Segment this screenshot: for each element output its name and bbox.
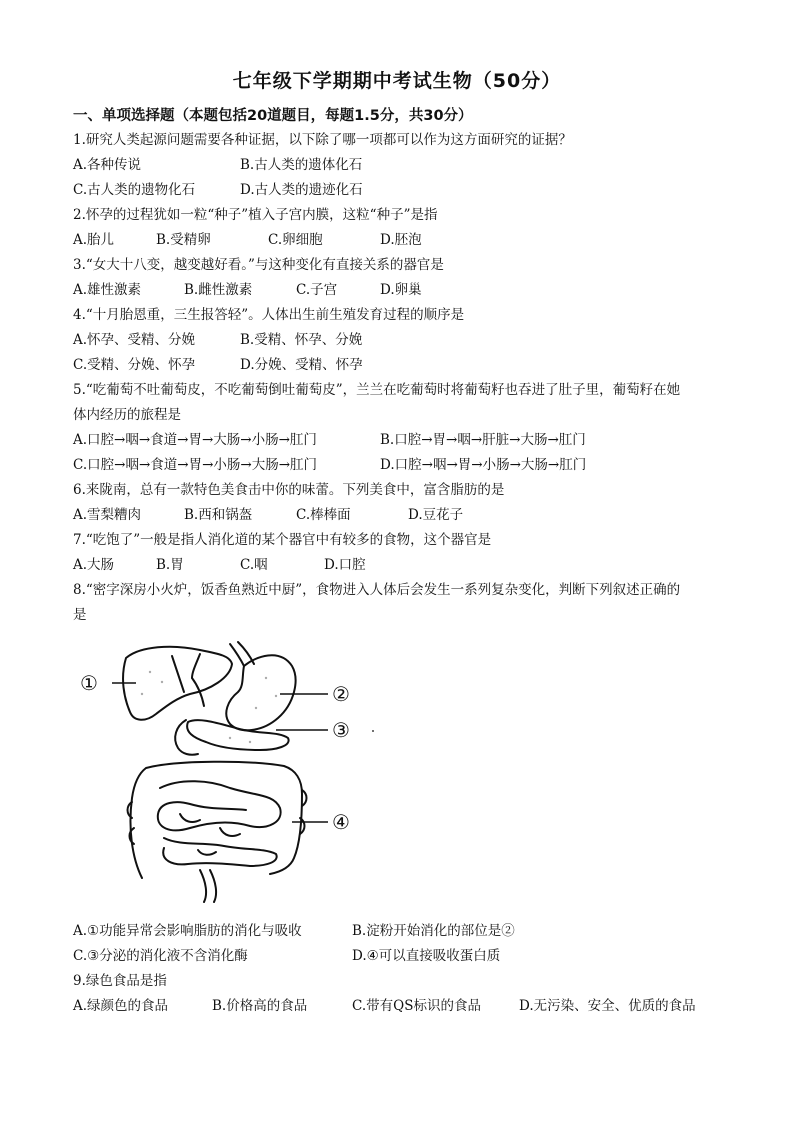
q3-option-d: D.卵巢 (380, 282, 422, 298)
section-heading: 一、单项选择题（本题包括20道题目，每题1.5分，共30分） (73, 108, 473, 124)
q7-option-c: C.咽 (240, 557, 268, 573)
q2-option-d: D.胚泡 (380, 232, 422, 248)
q4-option-a: A.怀孕、受精、分娩 (73, 332, 196, 348)
q6-option-b: B.西和锅盔 (184, 507, 253, 523)
q1-option-c: C.古人类的遗物化石 (73, 182, 196, 198)
q9-option-c: C.带有QS标识的食品 (352, 998, 481, 1014)
q7-option-a: A.大肠 (73, 557, 115, 573)
q2-option-b: B.受精卵 (156, 232, 211, 248)
q5-option-a: A.口腔→咽→食道→胃→大肠→小肠→肛门 (73, 432, 317, 448)
stomach-shape (226, 655, 295, 730)
q8-option-d: D.④可以直接吸收蛋白质 (352, 948, 501, 964)
q7-option-b: B.胃 (156, 557, 184, 573)
question-5-stem-line-2: 体内经历的旅程是 (73, 407, 181, 423)
question-8-stem-line-2: 是 (73, 607, 87, 623)
question-7-stem: 7.“吃饱了”一般是指人消化道的某个器官中有较多的食物，这个器官是 (73, 532, 492, 548)
question-9-stem: 9.绿色食品是指 (73, 973, 167, 989)
q4-option-b: B.受精、怀孕、分娩 (240, 332, 363, 348)
question-6-stem: 6.来陇南，总有一款特色美食击中你的味蕾。下列美食中，富含脂肪的是 (73, 482, 505, 498)
q5-option-d: D.口腔→咽→胃→小肠→大肠→肛门 (380, 457, 587, 473)
q8-option-c: C.③分泌的消化液不含消化酶 (73, 948, 248, 964)
stray-dot (372, 730, 374, 732)
q6-option-d: D.豆花子 (408, 507, 464, 523)
q6-option-c: C.棒棒面 (296, 507, 351, 523)
q9-option-b: B.价格高的食品 (212, 998, 308, 1014)
q7-option-d: D.口腔 (324, 557, 366, 573)
liver-shape (123, 647, 232, 720)
q8-option-a: A.①功能异常会影响脂肪的消化与吸收 (73, 923, 302, 939)
digestive-system-diagram (80, 638, 380, 906)
q4-option-d: D.分娩、受精、怀孕 (240, 357, 363, 373)
question-4-stem: 4.“十月胎恩重，三生报答轻”。人体出生前生殖发育过程的顺序是 (73, 307, 465, 323)
q5-option-c: C.口腔→咽→食道→胃→小肠→大肠→肛门 (73, 457, 318, 473)
large-intestine-shape (130, 762, 302, 878)
q3-option-a: A.雄性激素 (73, 282, 142, 298)
q2-option-c: C.卵细胞 (268, 232, 323, 248)
q2-option-a: A.胎儿 (73, 232, 115, 248)
q6-option-a: A.雪梨糟肉 (73, 507, 142, 523)
question-2-stem: 2.怀孕的过程犹如一粒“种子”植入子宫内膜，这粒“种子”是指 (73, 207, 438, 223)
question-3-stem: 3.“女大十八变，越变越好看。”与这种变化有直接关系的器官是 (73, 257, 444, 273)
label-1: ① (80, 671, 98, 695)
q5-option-b: B.口腔→胃→咽→肝脏→大肠→肛门 (380, 432, 586, 448)
q1-option-b: B.古人类的遗体化石 (240, 157, 363, 173)
q4-option-c: C.受精、分娩、怀孕 (73, 357, 196, 373)
q8-option-b: B.淀粉开始消化的部位是② (352, 923, 515, 939)
question-1-stem: 1.研究人类起源问题需要各种证据，以下除了哪一项都可以作为这方面研究的证据？ (73, 132, 572, 148)
q9-option-a: A.绿颜色的食品 (73, 998, 169, 1014)
label-2: ② (332, 682, 350, 706)
question-5-stem-line-1: 5.“吃葡萄不吐葡萄皮，不吃葡萄倒吐葡萄皮”，兰兰在吃葡萄时将葡萄籽也吞进了肚子里，葡萄籽在她 (73, 382, 681, 398)
q9-option-d: D.无污染、安全、优质的食品 (519, 998, 696, 1014)
page-title: 七年级下学期期中考试生物（50分） (232, 70, 562, 92)
label-3: ③ (332, 718, 350, 742)
q3-option-b: B.雌性激素 (184, 282, 253, 298)
q3-option-c: C.子宫 (296, 282, 338, 298)
small-intestine-shape (158, 781, 281, 830)
q1-option-a: A.各种传说 (73, 157, 142, 173)
q1-option-d: D.古人类的遗迹化石 (240, 182, 363, 198)
label-4: ④ (332, 810, 350, 834)
pancreas-shape (187, 720, 289, 750)
question-8-stem-line-1: 8.“密字深房小火炉，饭香鱼熟近中厨”，食物进入人体后会发生一系列复杂变化，判断下列叙述正确的 (73, 582, 681, 598)
